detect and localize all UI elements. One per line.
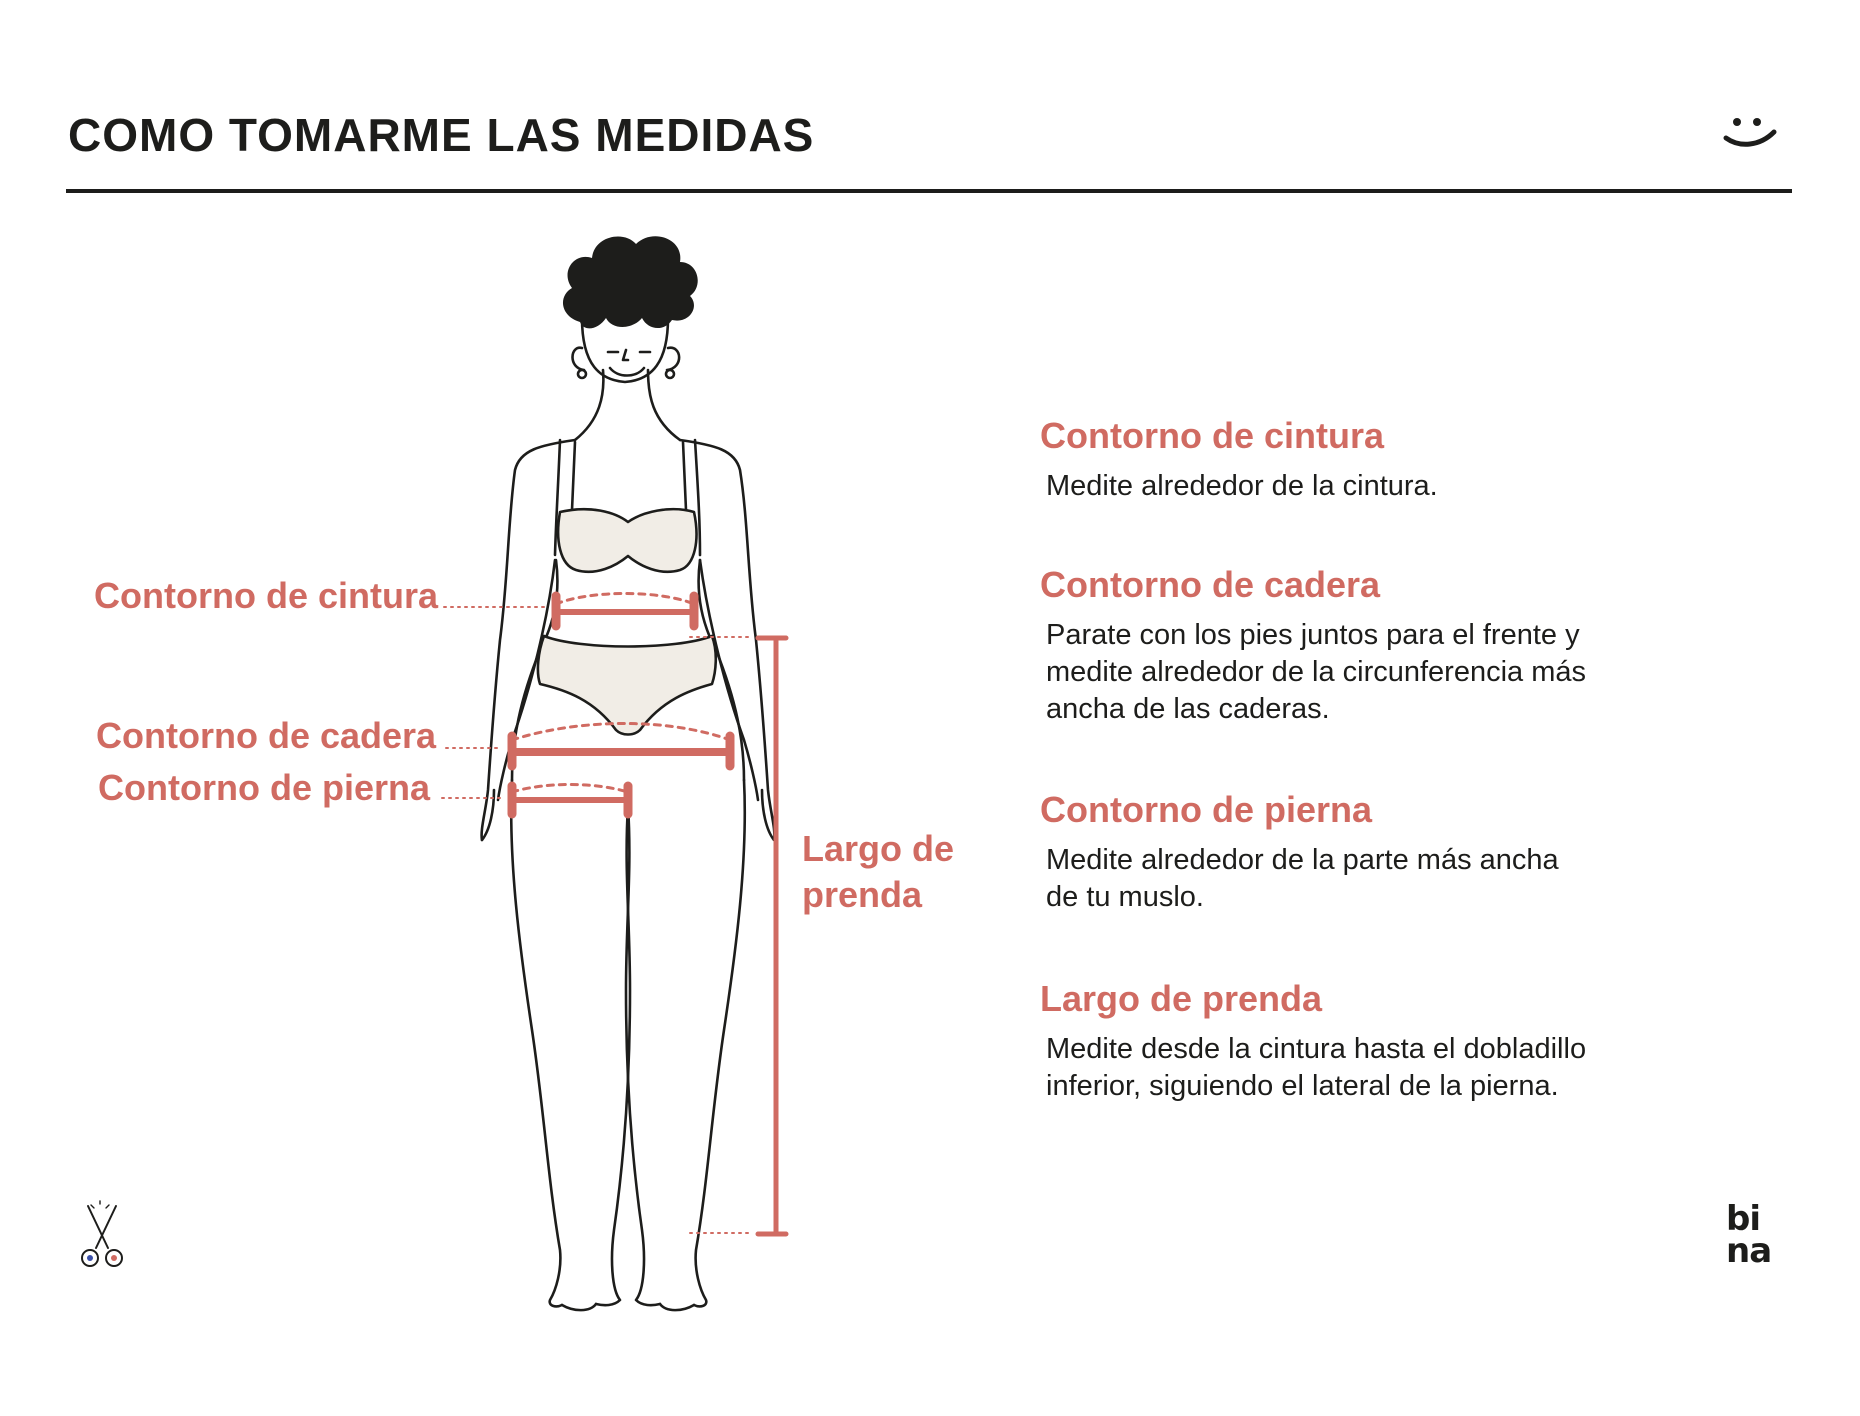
instruction-title: Contorno de cadera bbox=[1040, 564, 1381, 605]
instruction-title: Contorno de cintura bbox=[1040, 415, 1384, 456]
page-title: COMO TOMARME LAS MEDIDAS bbox=[68, 109, 815, 161]
brand-line-2: na bbox=[1726, 1231, 1772, 1271]
instruction-line: inferior, siguiendo el lateral de la pierna. bbox=[1046, 1070, 1559, 1102]
instruction-title: Contorno de pierna bbox=[1040, 789, 1372, 830]
instruction-line: de tu muslo. bbox=[1046, 881, 1204, 913]
brand-line-1: bi bbox=[1726, 1199, 1760, 1239]
instruction-text bbox=[1046, 1031, 1760, 1105]
callout-pierna: Contorno de pierna bbox=[98, 767, 430, 808]
instruction-cintura bbox=[1040, 414, 1760, 505]
instruction-line: ancha de las caderas. bbox=[1046, 693, 1330, 725]
instruction-cadera bbox=[1040, 563, 1760, 728]
instruction-title: Largo de prenda bbox=[1040, 978, 1323, 1019]
instruction-line: Medite desde la cintura hasta el dobladillo bbox=[1046, 1033, 1587, 1065]
instruction-text bbox=[1046, 842, 1760, 916]
callout-cadera: Contorno de cadera bbox=[96, 715, 437, 756]
instruction-largo bbox=[1040, 977, 1760, 1105]
callout-largo-line-1: Largo de bbox=[802, 828, 955, 869]
instruction-line: Medite alrededor de la parte más ancha bbox=[1046, 844, 1559, 876]
instruction-line: Medite alrededor de la cintura. bbox=[1046, 470, 1438, 502]
instruction-text bbox=[1046, 468, 1760, 505]
scissors-icon bbox=[74, 1200, 130, 1272]
callout-largo-de-prenda bbox=[802, 826, 954, 918]
callout-cintura: Contorno de cintura bbox=[94, 575, 438, 616]
instruction-line: Parate con los pies juntos para el frente y bbox=[1046, 619, 1580, 651]
callout-largo-line-2: prenda bbox=[802, 874, 923, 915]
instruction-text bbox=[1046, 617, 1760, 728]
brand-logo bbox=[1726, 1199, 1780, 1274]
instruction-pierna bbox=[1040, 788, 1760, 916]
instruction-line: medite alrededor de la circunferencia más bbox=[1046, 656, 1586, 688]
